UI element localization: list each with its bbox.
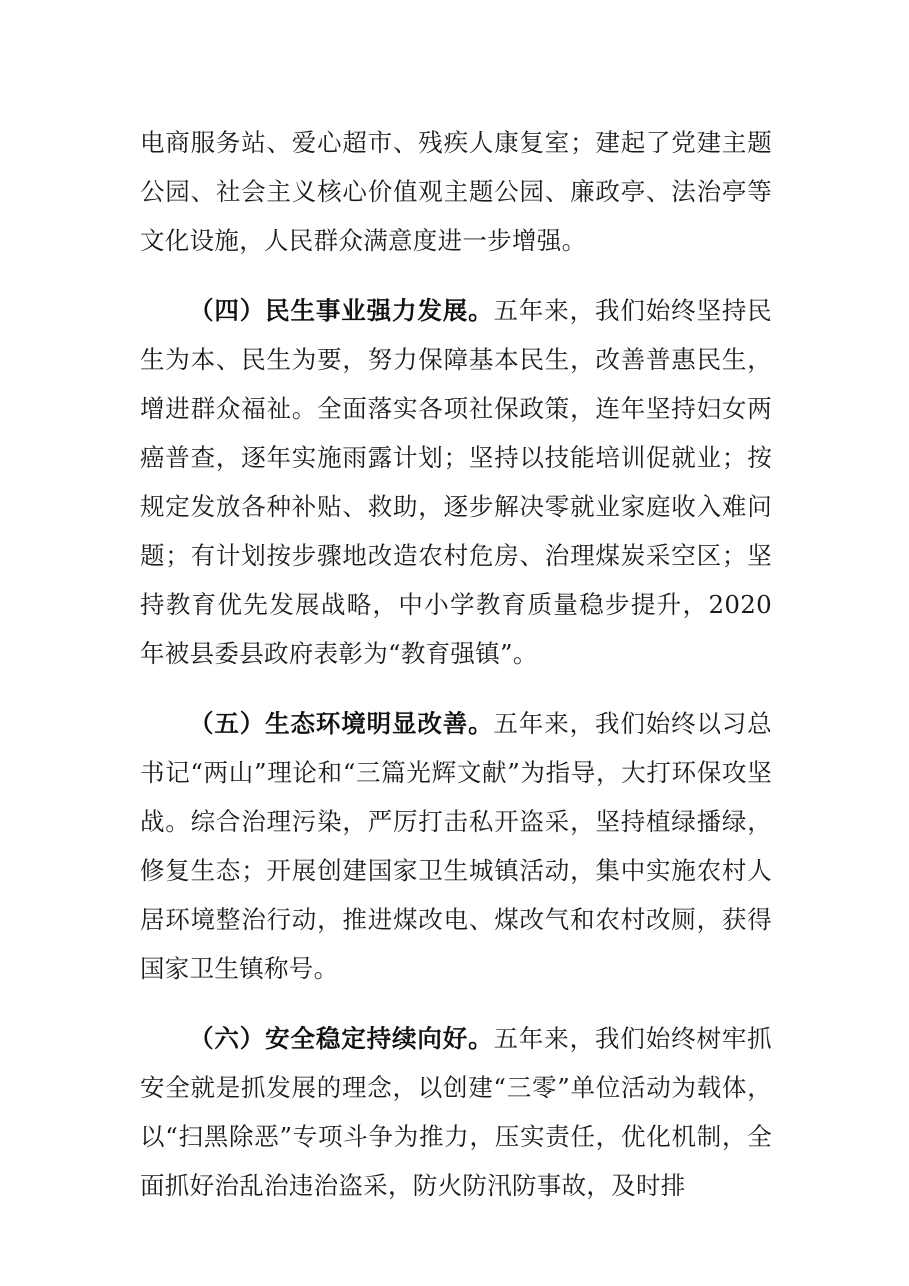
section-heading: （四）民生事业强力发展。 <box>189 296 494 325</box>
paragraph-section-6 <box>140 1014 772 1210</box>
paragraph-text: 五年来，我们始终坚持民生为本、民生为要，努力保障基本民生，改善普惠民生，增进群众福祉。全面落实各项社保政策，连年坚持妇女两癌普查，逐年实施雨露计划；坚持以技能培训促就业；按规定发放各种补贴、救助，逐步解决零就业家庭收入难问题；有计划按步骤地改造农村危房、治理煤炭采空区；坚持教育优先发展战略，中小学教育质量稳步提升，2020年被县委县政府表彰为“教育强镇”。 <box>140 296 772 668</box>
paragraph-section-4 <box>140 286 772 678</box>
document-body <box>140 118 772 1231</box>
paragraph-continuation <box>140 118 772 265</box>
paragraph-text: 电商服务站、爱心超市、残疾人康复室；建起了党建主题公园、社会主义核心价值观主题公园、廉政亭、法治亭等文化设施，人民群众满意度进一步增强。 <box>140 128 772 255</box>
section-heading: （六）安全稳定持续向好。 <box>189 1024 494 1053</box>
paragraph-section-5 <box>140 699 772 993</box>
paragraph-text: 五年来，我们始终树牢抓安全就是抓发展的理念，以创建“三零”单位活动为载体，以“扫黑除恶”专项斗争为推力，压实责任，优化机制，全面抓好治乱治违治盗采，防火防汛防事故，及时排 <box>140 1024 772 1200</box>
paragraph-text: 五年来，我们始终以习总书记“两山”理论和“三篇光辉文献”为指导，大打环保攻坚战。综合治理污染，严厉打击私开盗采，坚持植绿播绿，修复生态；开展创建国家卫生城镇活动，集中实施农村人居环境整治行动，推进煤改电、煤改气和农村改厕，获得国家卫生镇称号。 <box>140 709 772 983</box>
section-heading: （五）生态环境明显改善。 <box>189 709 494 738</box>
